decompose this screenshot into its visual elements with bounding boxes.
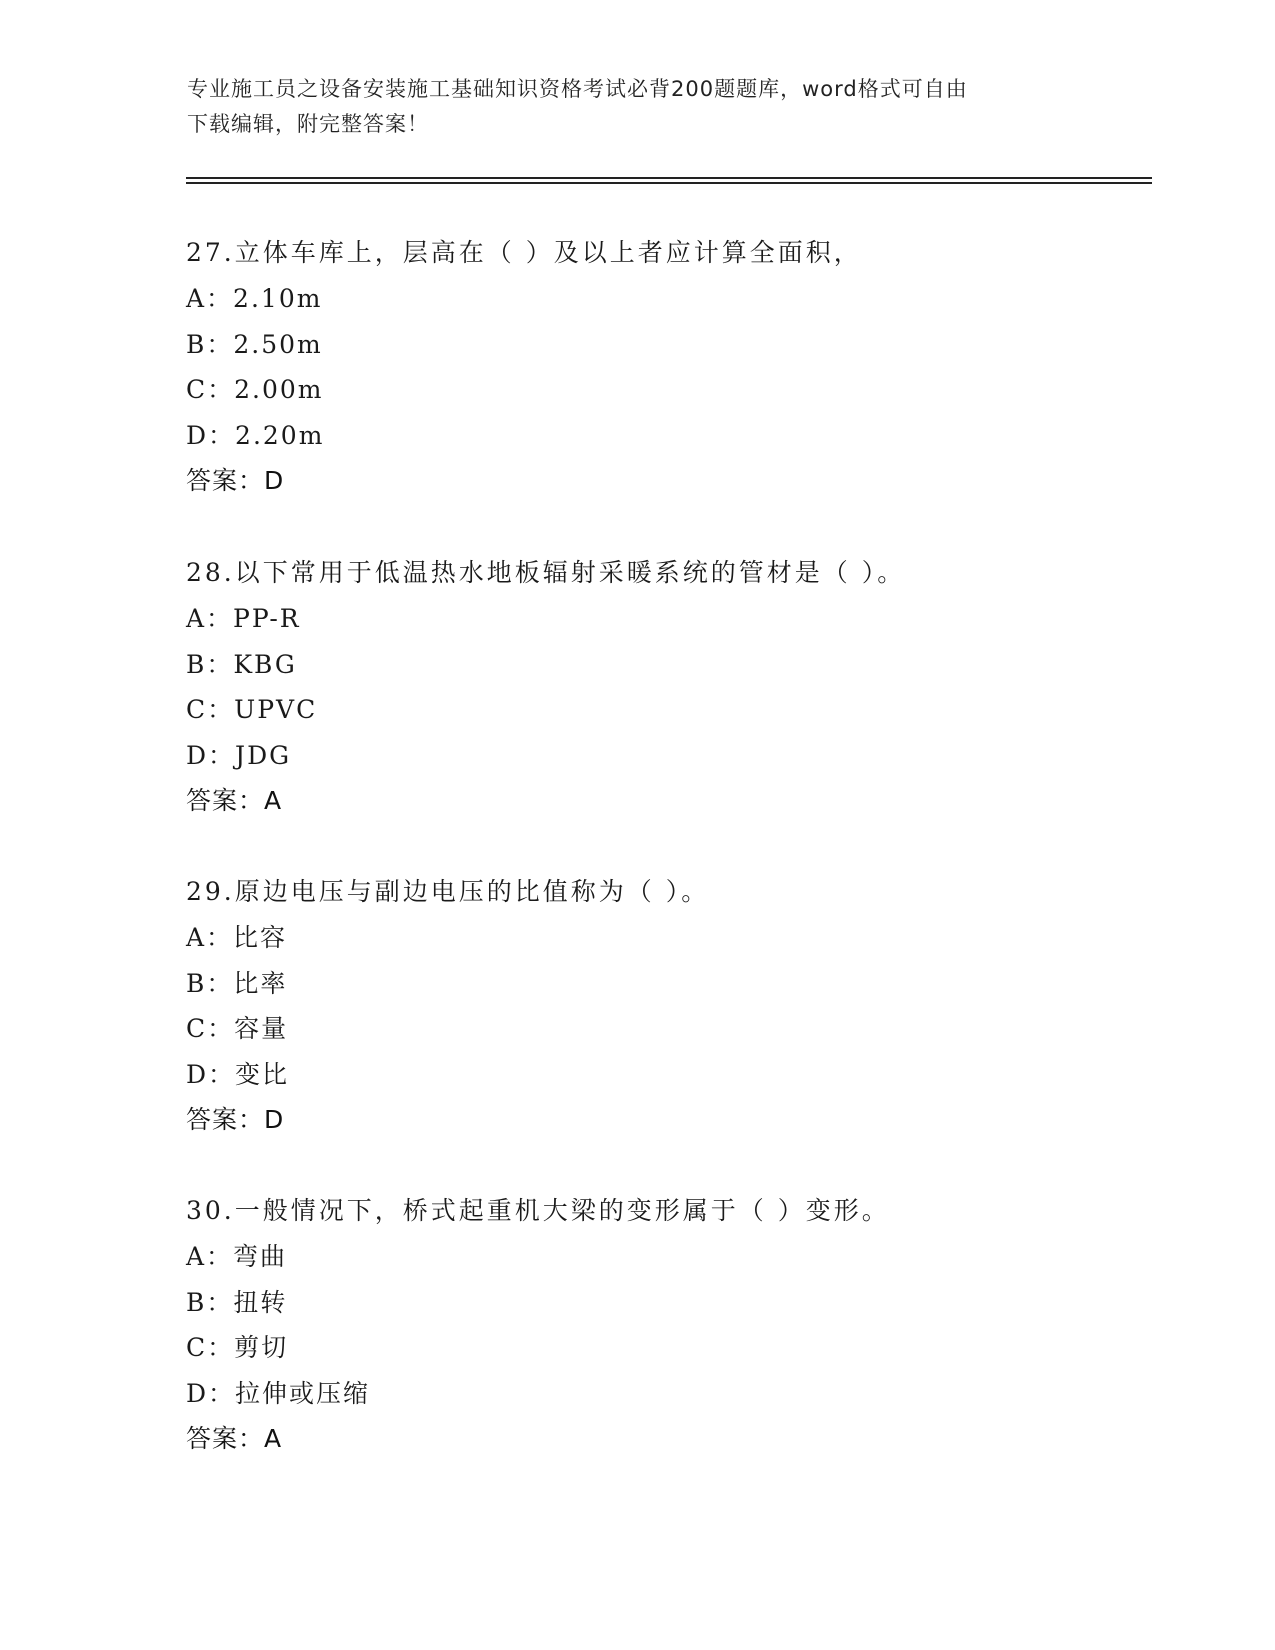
option-b: B：2.50m bbox=[186, 329, 323, 359]
question-28 bbox=[186, 550, 1146, 823]
document-header bbox=[187, 72, 1087, 142]
header-line-1: 专业施工员之设备安装施工基础知识资格考试必背200题题库，word格式可自由 bbox=[187, 77, 968, 101]
option-a: A：PP-R bbox=[186, 604, 301, 633]
question-title: 27.立体车库上，层高在（ ）及以上者应计算全面积， bbox=[186, 238, 862, 267]
header-divider-top bbox=[186, 177, 1152, 179]
answer: 答案：A bbox=[186, 786, 283, 815]
answer: 答案：D bbox=[186, 1105, 285, 1134]
option-d: D：2.20m bbox=[186, 420, 325, 450]
option-c: C：剪切 bbox=[186, 1333, 289, 1362]
question-title: 28.以下常用于低温热水地板辐射采暖系统的管材是（ ）。 bbox=[186, 558, 906, 587]
option-d: D：JDG bbox=[186, 740, 292, 770]
answer: 答案：A bbox=[186, 1424, 283, 1453]
option-b: B：扭转 bbox=[186, 1287, 288, 1317]
question-title: 29.原边电压与副边电压的比值称为（ ）。 bbox=[186, 877, 710, 906]
header-divider-bottom bbox=[186, 182, 1152, 184]
question-29 bbox=[186, 869, 1146, 1142]
option-c: C：容量 bbox=[186, 1014, 289, 1043]
option-c: C：2.00m bbox=[186, 375, 324, 404]
answer: 答案：D bbox=[186, 466, 285, 495]
option-a: A：弯曲 bbox=[186, 1242, 288, 1271]
option-b: B：KBG bbox=[186, 649, 297, 679]
option-d: D：变比 bbox=[186, 1059, 290, 1089]
option-a: A：2.10m bbox=[186, 284, 323, 313]
question-30 bbox=[186, 1188, 1146, 1461]
option-a: A：比容 bbox=[186, 923, 288, 952]
question-27 bbox=[186, 230, 1146, 503]
option-c: C：UPVC bbox=[186, 695, 318, 724]
option-d: D：拉伸或压缩 bbox=[186, 1378, 371, 1408]
header-line-2: 下载编辑，附完整答案！ bbox=[187, 112, 429, 136]
question-title: 30.一般情况下，桥式起重机大梁的变形属于（ ）变形。 bbox=[186, 1196, 890, 1225]
option-b: B：比率 bbox=[186, 968, 288, 998]
